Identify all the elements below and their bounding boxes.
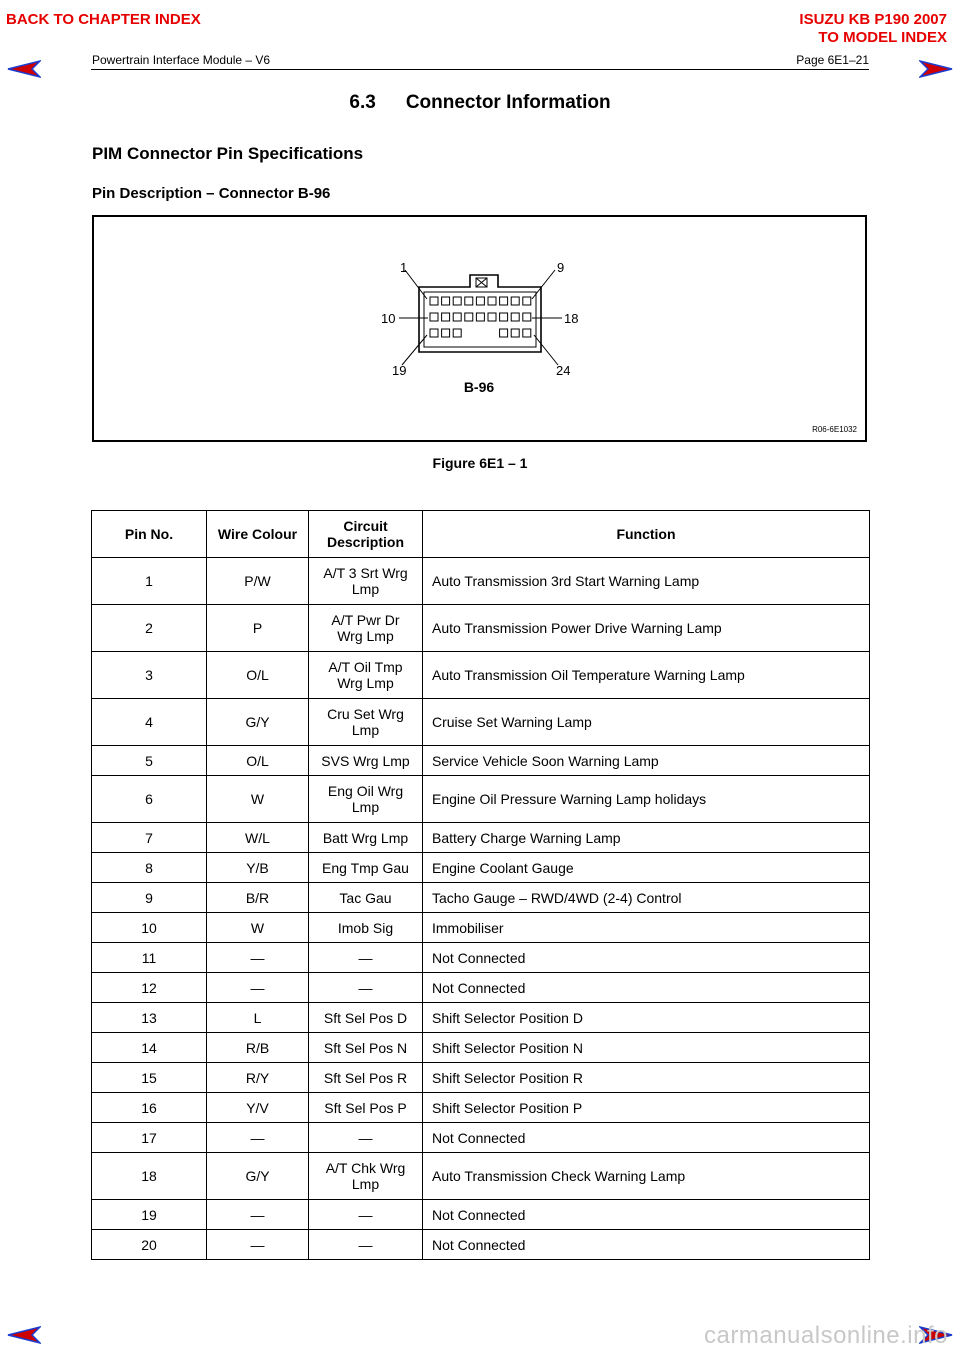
- circuit-description-line1: A/T 3 Srt Wrg: [323, 565, 408, 581]
- pin-number-cell: 18: [92, 1153, 207, 1200]
- pin-number-cell: 10: [92, 913, 207, 943]
- function-cell: Shift Selector Position P: [423, 1093, 870, 1123]
- circuit-description-line1: SVS Wrg Lmp: [321, 752, 410, 769]
- connector-pin-cavity: [523, 297, 531, 305]
- back-to-chapter-index-link[interactable]: BACK TO CHAPTER INDEX: [6, 11, 201, 28]
- connector-pin-cavity: [523, 313, 531, 321]
- figure-caption: Figure 6E1 – 1: [432, 455, 528, 471]
- circuit-description-cell: [309, 776, 423, 823]
- subheading: PIM Connector Pin Specifications: [92, 144, 364, 163]
- circuit-description-cell: [309, 1230, 423, 1260]
- table-row: [92, 652, 870, 699]
- connector-pin-cavity: [430, 297, 438, 305]
- to-model-index-link[interactable]: TO MODEL INDEX: [818, 29, 947, 46]
- table-row: [92, 746, 870, 776]
- connector-pin-cavity: [488, 313, 496, 321]
- wire-colour-cell: Y/V: [207, 1093, 309, 1123]
- function-cell: Battery Charge Warning Lamp: [423, 823, 870, 853]
- circuit-description-cell: [309, 1063, 423, 1093]
- wire-colour-cell: R/B: [207, 1033, 309, 1063]
- connector-pin-cavity: [465, 313, 473, 321]
- table-row: [92, 883, 870, 913]
- circuit-description-line1: A/T Chk Wrg: [325, 1160, 406, 1176]
- circuit-description-line2: Lmp: [351, 799, 380, 815]
- connector-pin-cavity: [465, 297, 473, 305]
- table-row: [92, 913, 870, 943]
- connector-pin-cavity: [500, 297, 508, 305]
- pin-number-cell: 3: [92, 652, 207, 699]
- circuit-description-line2: Lmp: [351, 722, 380, 738]
- circuit-description-line1: Cru Set Wrg: [327, 706, 404, 722]
- circuit-description-cell: [309, 883, 423, 913]
- table-row: [92, 1153, 870, 1200]
- connector-pin-cavity: [511, 313, 519, 321]
- wire-colour-cell: —: [207, 1200, 309, 1230]
- pin-description-heading: Pin Description – Connector B-96: [92, 185, 331, 202]
- function-cell: Auto Transmission Power Drive Warning Lamp: [423, 605, 870, 652]
- circuit-description-line2: Lmp: [351, 1176, 380, 1192]
- pin-number-cell: 17: [92, 1123, 207, 1153]
- connector-pin-cavity: [430, 313, 438, 321]
- circuit-description-cell: [309, 605, 423, 652]
- pin-number-cell: 16: [92, 1093, 207, 1123]
- table-row: [92, 823, 870, 853]
- circuit-description-line1: Eng Tmp Gau: [322, 859, 409, 876]
- pin-number-cell: 11: [92, 943, 207, 973]
- wire-colour-cell: R/Y: [207, 1063, 309, 1093]
- function-cell: Not Connected: [423, 1230, 870, 1260]
- table-row: [92, 558, 870, 605]
- pin-number-cell: 6: [92, 776, 207, 823]
- circuit-description-line1: Sft Sel Pos D: [323, 1009, 408, 1026]
- connector-pin-cavity: [500, 313, 508, 321]
- page-number: Page 6E1–21: [796, 53, 869, 67]
- pin-number-cell: 9: [92, 883, 207, 913]
- table-row: [92, 853, 870, 883]
- circuit-description-line1: Sft Sel Pos R: [323, 1069, 408, 1086]
- circuit-description-line1: Tac Gau: [339, 889, 392, 906]
- pin-label-9: 9: [557, 260, 565, 275]
- pin-grid: [430, 297, 531, 337]
- pin-number-cell: 13: [92, 1003, 207, 1033]
- wire-colour-cell: W: [207, 776, 309, 823]
- wire-colour-cell: —: [207, 943, 309, 973]
- pin-number-cell: 20: [92, 1230, 207, 1260]
- wire-colour-cell: B/R: [207, 883, 309, 913]
- wire-colour-cell: G/Y: [207, 699, 309, 746]
- wire-colour-cell: G/Y: [207, 1153, 309, 1200]
- function-cell: Auto Transmission Oil Temperature Warning Lamp: [423, 652, 870, 699]
- connector-pin-cavity: [453, 313, 461, 321]
- circuit-description-cell: [309, 1200, 423, 1230]
- pin-number-cell: 7: [92, 823, 207, 853]
- column-header-pin: Pin No.: [92, 511, 207, 558]
- connector-pin-cavity: [511, 297, 519, 305]
- connector-pin-cavity: [476, 313, 484, 321]
- running-title: Powertrain Interface Module – V6: [92, 53, 271, 67]
- column-header-circuit-line1: Circuit: [343, 518, 388, 534]
- column-header-function: Function: [423, 511, 870, 558]
- connector-pin-cavity: [442, 313, 450, 321]
- column-header-wire: Wire Colour: [207, 511, 309, 558]
- next-page-icon[interactable]: [919, 59, 953, 79]
- wire-colour-cell: Y/B: [207, 853, 309, 883]
- table-row: [92, 699, 870, 746]
- circuit-description-cell: [309, 652, 423, 699]
- circuit-description-cell: [309, 973, 423, 1003]
- table-row: [92, 1123, 870, 1153]
- function-cell: Auto Transmission Check Warning Lamp: [423, 1153, 870, 1200]
- pin-number-cell: 5: [92, 746, 207, 776]
- section-number: 6.3: [349, 92, 376, 113]
- previous-page-icon[interactable]: [7, 59, 41, 79]
- table-row: [92, 1230, 870, 1260]
- circuit-description-cell: [309, 1093, 423, 1123]
- connector-pin-cavity: [430, 329, 438, 337]
- wire-colour-cell: O/L: [207, 652, 309, 699]
- connector-pin-cavity: [523, 329, 531, 337]
- pin-number-cell: 19: [92, 1200, 207, 1230]
- wire-colour-cell: L: [207, 1003, 309, 1033]
- function-cell: Shift Selector Position R: [423, 1063, 870, 1093]
- function-cell: Service Vehicle Soon Warning Lamp: [423, 746, 870, 776]
- circuit-description-line1: A/T Pwr Dr: [331, 612, 400, 628]
- circuit-description-cell: [309, 558, 423, 605]
- wire-colour-cell: O/L: [207, 746, 309, 776]
- function-cell: Engine Oil Pressure Warning Lamp holidays: [423, 776, 870, 823]
- table-row: [92, 1033, 870, 1063]
- connector-label: B-96: [463, 379, 495, 395]
- column-header-circuit-line2: Description: [326, 534, 404, 550]
- header-rule: [91, 69, 869, 70]
- wire-colour-cell: W: [207, 913, 309, 943]
- model-header: [799, 11, 947, 47]
- pin-label-24: 24: [556, 363, 571, 378]
- table-row: [92, 1063, 870, 1093]
- pin-label-18: 18: [564, 311, 579, 326]
- table-row: [92, 973, 870, 1003]
- circuit-description-line1: Sft Sel Pos P: [324, 1099, 407, 1116]
- table-row: [92, 605, 870, 652]
- function-cell: Not Connected: [423, 973, 870, 1003]
- circuit-description-line1: Eng Oil Wrg: [327, 783, 404, 799]
- function-cell: Not Connected: [423, 1123, 870, 1153]
- circuit-description-cell: [309, 1033, 423, 1063]
- circuit-description-cell: [309, 943, 423, 973]
- circuit-description-line1: Imob Sig: [337, 919, 394, 936]
- wire-colour-cell: P: [207, 605, 309, 652]
- previous-page-icon[interactable]: [7, 1325, 41, 1345]
- pin-label-19: 19: [392, 363, 407, 378]
- function-cell: Tacho Gauge – RWD/4WD (2-4) Control: [423, 883, 870, 913]
- table-row: [92, 1003, 870, 1033]
- circuit-description-line1: Batt Wrg Lmp: [322, 829, 409, 846]
- circuit-description-cell: [309, 699, 423, 746]
- pin-number-cell: 12: [92, 973, 207, 1003]
- function-cell: Auto Transmission 3rd Start Warning Lamp: [423, 558, 870, 605]
- function-cell: Shift Selector Position N: [423, 1033, 870, 1063]
- table-header-row: [92, 511, 870, 558]
- connector-pin-cavity: [476, 297, 484, 305]
- connector-pin-cavity: [453, 297, 461, 305]
- function-cell: Not Connected: [423, 1200, 870, 1230]
- wire-colour-cell: —: [207, 973, 309, 1003]
- section-title-text: Connector Information: [405, 92, 611, 113]
- circuit-description-cell: [309, 1003, 423, 1033]
- table-row: [92, 1200, 870, 1230]
- pin-number-cell: 1: [92, 558, 207, 605]
- circuit-description-cell: [309, 853, 423, 883]
- connector-figure: [92, 215, 867, 442]
- connector-pin-cavity: [442, 297, 450, 305]
- circuit-description-line2: Lmp: [351, 581, 380, 597]
- connector-pin-cavity: [442, 329, 450, 337]
- circuit-description-line1: —: [358, 949, 373, 966]
- function-cell: Cruise Set Warning Lamp: [423, 699, 870, 746]
- connector-diagram: [94, 217, 865, 440]
- connector-pin-cavity: [500, 329, 508, 337]
- table-row: [92, 1093, 870, 1123]
- circuit-description-cell: [309, 1153, 423, 1200]
- function-cell: Engine Coolant Gauge: [423, 853, 870, 883]
- pin-number-cell: 15: [92, 1063, 207, 1093]
- figure-reference-code: R06-6E1032: [812, 425, 857, 434]
- pin-number-cell: 14: [92, 1033, 207, 1063]
- model-title: ISUZU KB P190 2007: [799, 11, 947, 28]
- circuit-description-line1: —: [358, 1236, 373, 1253]
- circuit-description-line1: Sft Sel Pos N: [323, 1039, 408, 1056]
- section-title: [0, 92, 960, 114]
- circuit-description-cell: [309, 1123, 423, 1153]
- wire-colour-cell: W/L: [207, 823, 309, 853]
- watermark: carmanualsonline.info: [704, 1322, 948, 1349]
- wire-colour-cell: P/W: [207, 558, 309, 605]
- circuit-description-line2: Wrg Lmp: [337, 675, 394, 691]
- circuit-description-cell: [309, 746, 423, 776]
- pin-table: [91, 510, 870, 1260]
- column-header-circuit: [309, 511, 423, 558]
- function-cell: Shift Selector Position D: [423, 1003, 870, 1033]
- circuit-description-line2: Wrg Lmp: [337, 628, 394, 644]
- pin-number-cell: 8: [92, 853, 207, 883]
- wire-colour-cell: —: [207, 1123, 309, 1153]
- table-row: [92, 776, 870, 823]
- pin-number-cell: 2: [92, 605, 207, 652]
- connector-pin-cavity: [453, 329, 461, 337]
- circuit-description-line1: —: [358, 979, 373, 996]
- circuit-description-cell: [309, 823, 423, 853]
- circuit-description-line1: —: [358, 1206, 373, 1223]
- circuit-description-line1: A/T Oil Tmp: [328, 659, 403, 675]
- wire-colour-cell: —: [207, 1230, 309, 1260]
- connector-pin-cavity: [511, 329, 519, 337]
- pin-number-cell: 4: [92, 699, 207, 746]
- connector-pin-cavity: [488, 297, 496, 305]
- pin-label-10: 10: [381, 311, 396, 326]
- function-cell: Immobiliser: [423, 913, 870, 943]
- circuit-description-cell: [309, 913, 423, 943]
- circuit-description-line1: —: [358, 1129, 373, 1146]
- pin-label-1: 1: [400, 260, 408, 275]
- table-row: [92, 943, 870, 973]
- function-cell: Not Connected: [423, 943, 870, 973]
